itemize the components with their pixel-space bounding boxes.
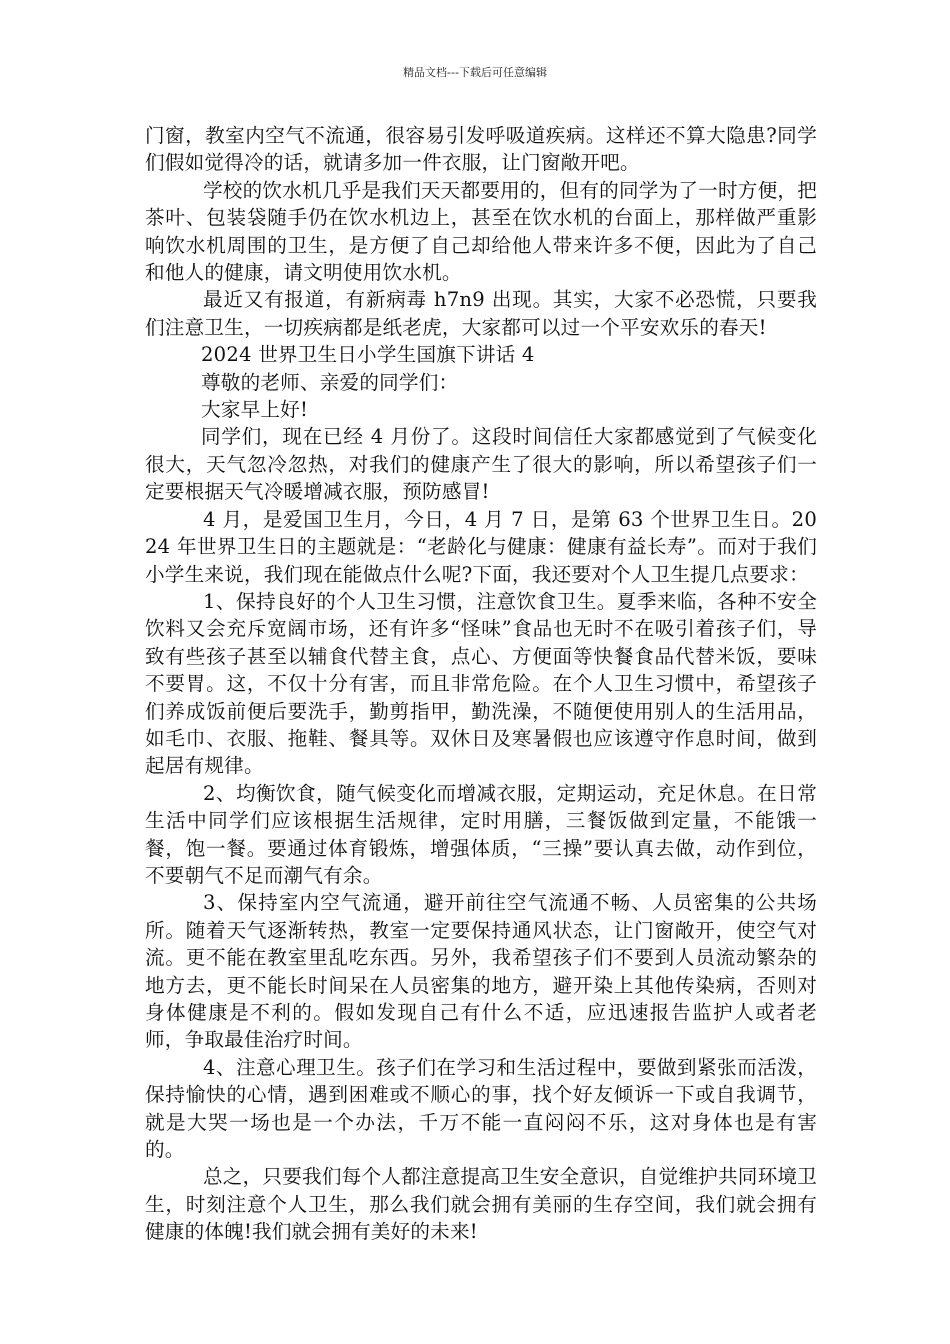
requirement-3: 3、保持室内空气流通，避开前往空气流通不畅、人员密集的公共场所。随着天气逐渐转热，教室一定要保持通风状态，让门窗敞开，使空气对流。更不能在教室里乱吃东西。另外，我希望孩子们不要到人员流动繁杂的地方去，更不能长时间呆在人员密集的地方，避开染上其他传染病，否则对身体健康是不利的。假如发现自己有什么不适，应迅速报告监护人或者老师，争取最佳治疗时间。 (145, 891, 817, 1052)
paragraph-2: 学校的饮水机几乎是我们天天都要用的，但有的同学为了一时方便，把茶叶、包装袋随手仍在饮水机边上，甚至在饮水机的台面上，那样做严重影响饮水机周围的卫生，是方便了自己却给他人带来许多不便，因此为了自己和他人的健康，请文明使用饮水机。 (145, 178, 817, 285)
requirement-1: 1、保持良好的个人卫生习惯，注意饮食卫生。夏季来临，各种不安全饮料又会充斥宽阔市场，还有许多“怪味”食品也无时不在吸引着孩子们，导致有些孩子甚至以辅食代替主食，点心、方便面等快餐食品代替米饭，要味不要胃。这，不仅十分有害，而且非常危险。在个人卫生习惯中，希望孩子们养成饭前便后要洗手，勤剪指甲，勤洗澡，不随便使用别人的生活用品，如毛巾、衣服、拖鞋、餐具等。双休日及寒暑假也应该遵守作息时间，做到起居有规律。 (145, 589, 817, 778)
conclusion: 总之，只要我们每个人都注意提高卫生安全意识，自觉维护共同环境卫生，时刻注意个人卫生，那么我们就会拥有美丽的生存空间，我们就会拥有健康的体魄!我们就会拥有美好的未来! (145, 1165, 817, 1244)
paragraph-intro: 同学们，现在已经 4 月份了。这段时间信任大家都感觉到了气候变化很大，天气忽冷忽热，对我们的健康产生了很大的影响，所以希望孩子们一定要根据天气冷暖增减衣服，预防感冒! (145, 425, 817, 504)
document-body (145, 122, 817, 1246)
speech-title: 2024 世界卫生日小学生国旗下讲话 4 (201, 343, 535, 367)
requirement-4: 4、注意心理卫生。孩子们在学习和生活过程中，要做到紧张而活泼，保持愉快的心情，遇到困难或不顺心的事，找个好友倾诉一下或自我调节，就是大哭一场也是一个办法，千万不能一直闷闷不乐，这对身体也是有害的。 (145, 1055, 817, 1162)
requirement-2: 2、均衡饮食，随气候变化而增减衣服，定期运动，充足休息。在日常生活中同学们应该根据生活规律，定时用膳，三餐饭做到定量，不能饿一餐，饱一餐。要通过体育锻炼，增强体质，“三操”要认真去做，动作到位，不要朝气不足而潮气有余。 (145, 781, 817, 887)
page-header: 精品文档---下载后可任意编辑 (403, 66, 547, 79)
paragraph-theme: 4 月，是爱国卫生月，今日，4 月 7 日，是第 63 个世界卫生日。2024 年世界卫生日的主题就是：“老龄化与健康：健康有益长寿”。而对于我们小学生来说，我们现在能做点什么呢?下面，我还要对个人卫生提几点要求： (145, 507, 817, 586)
paragraph-3: 最近又有报道，有新病毒 h7n9 出现。其实，大家不必恐慌，只要我们注意卫生，一切疾病都是纸老虎，大家都可以过一个平安欢乐的春天! (145, 288, 817, 339)
salutation: 尊敬的老师、亲爱的同学们： (201, 370, 459, 394)
paragraph-1: 门窗，教室内空气不流通，很容易引发呼吸道疾病。这样还不算大隐患?同学们假如觉得冷的话，就请多加一件衣服，让门窗敞开吧。 (145, 124, 817, 175)
greeting: 大家早上好! (201, 398, 309, 422)
